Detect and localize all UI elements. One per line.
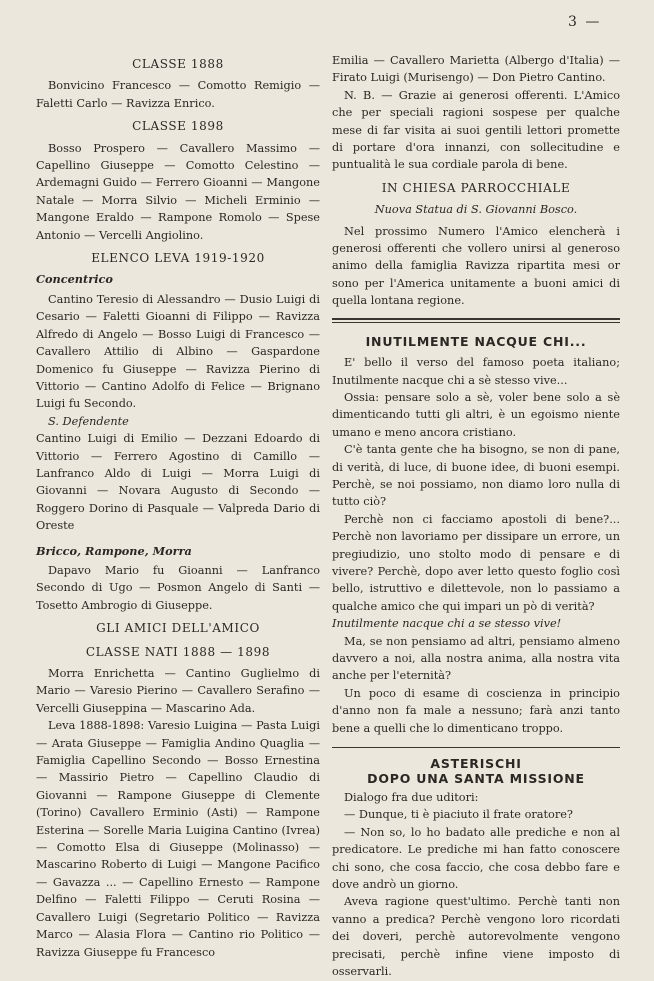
concentrico-label: Concentrico: [36, 272, 113, 287]
asterischi-p1: Dialogo fra due uditori:: [344, 791, 479, 805]
classe-1888-names: Bonvicino Francesco — Comotto Remigio — Faletti Carlo — Ravizza Enrico.: [36, 79, 320, 110]
asterischi-p3: — Non so, lo ho badato alle prediche e non al predicatore. Le prediche mi han fatto conoscere chi sono, che cosa faccio, che cosa debbo fare e dove andrò un giorno.: [332, 825, 620, 892]
concentrico-names: Cantino Teresio di Alessandro — Dusio Luigi di Cesario — Faletti Gioanni di Filippo — Ravizza Alfredo di Angelo — Bosso Luigi di Francesco — Cavallero Attilio di Albino — Gaspardone Domenico fu Giuseppe — Ravizza Pierino di Vittorio — Cantino Adolfo di Felice — Brignano Luigi fu Secondo.: [36, 292, 320, 411]
nb-note: N. B. — Grazie ai generosi offerenti. L'Amico che per speciali ragioni sospese per qualche mese di far visita ai suoi gentili lettori promette di portare d'ora innanzi, con sollecitudine e puntualità le sua cordiale parola di bene.: [332, 88, 620, 172]
inutilmente-p1: E' bello il verso del famoso poeta italiano; Inutilmente nacque chi a sè stesso vive...: [332, 356, 620, 387]
inutilmente-p5: Ma, se non pensiamo ad altri, pensiamo almeno davvero a noi, alla nostra anima, alla nostra vita anche per l'eternità?: [332, 634, 620, 683]
asterischi-heading: ASTERISCHI: [430, 756, 522, 772]
asterischi-p2: — Dunque, ti è piaciuto il frate oratore?: [344, 808, 573, 822]
asterischi-p4: Aveva ragione quest'ultimo. Perchè tanti non vanno a predica? Perchè vengono loro ricordati dei doveri, perchè autorevolmente vengono precisati, perchè infine viene imposto di osservarli.: [332, 895, 620, 979]
classe-nati-heading: CLASSE NATI 1888 — 1898: [85, 644, 271, 659]
chiesa-heading: IN CHIESA PARROCCHIALE: [381, 180, 571, 195]
classe-1898-heading: CLASSE 1898: [132, 119, 224, 134]
left-column: [36, 50, 320, 961]
inutilmente-quote: Inutilmente nacque chi a se stesso vive!: [332, 617, 562, 631]
page-number: 3 —: [568, 14, 602, 30]
inutilmente-p3: C'è tanta gente che ha bisogno, se non di pane, di verità, di luce, di buone idee, di buoni esempi. Perchè, se noi possiamo, non diamo loro nulla di tutto ciò?: [332, 443, 620, 509]
section-divider-thin: [332, 747, 620, 748]
inutilmente-p4: Perchè non ci facciamo apostoli di bene?... Perchè non lavoriamo per dissipare un errore, un pregiudizio, uno stolto modo di pensare e di vivere? Perchè, dopo aver letto questo foglio così bello, istruttivo e dilettevole, non lo passiamo a qualche amico che qui impari un pò di verità?: [332, 512, 620, 613]
bricco-label: Bricco, Rampone, Morra: [36, 543, 192, 558]
defendente-names: Cantino Luigi di Emilio — Dezzani Edoardo di Vittorio — Ferrero Agostino di Camillo — Lanfranco Aldo di Luigi — Morra Luigi di Giovanni — Novara Augusto di Secondo — Roggero Dorino di Pasquale — Valpreda Dario di Oreste: [36, 432, 320, 533]
elenco-leva-heading: ELENCO LEVA 1919-1920: [91, 251, 265, 266]
bricco-names: Dapavo Mario fu Gioanni — Lanfranco Secondo di Ugo — Posmon Angelo di Santi — Tosetto Ambrogio di Giuseppe.: [36, 563, 320, 612]
defendente-label: S. Defendente: [48, 414, 129, 428]
chiesa-subtitle: Nuova Statua di S. Giovanni Bosco.: [374, 203, 578, 217]
classe-1898-names: Bosso Prospero — Cavallero Massimo — Capellino Giuseppe — Comotto Celestino — Ardemagni Guido — Ferrero Gioanni — Mangone Natale — Morra Silvio — Micheli Erminio — Mangone Eraldo — Rampone Romolo — Spese Antonio — Vercelli Angiolino.: [36, 141, 320, 242]
inutilmente-heading: INUTILMENTE NACQUE CHI...: [365, 333, 587, 349]
leva-names: Leva 1888-1898: Varesio Luigina — Pasta Luigi — Arata Giuseppe — Famiglia Andino Quaglia — Famiglia Capellino Secondo — Bosso Ernestina — Massirio Pietro — Capellino Claudio di Giovanni — Rampone Giuseppe di Clemente (Torino) Cavallero Erminio (Asti) — Rampone Esterina — Sorelle Maria Luigina Cantino (Ivrea) — Comotto Elsa di Giuseppe (Molinasso) — Mascarino Roberto di Luigi — Mangone Pacifico — Gavazza ... — Capellino Ernesto — Rampone Delfino — Faletti Filippo — Ceruti Rosina — Cavallero Luigi (Segretario Politico — Ravizza Marco — Alasia Flora — Cantino rio Politico — Ravizza Giuseppe fu Francesco: [36, 719, 320, 959]
continuation-names: Emilia — Cavallero Marietta (Albergo d'Italia) — Firato Luigi (Murisengo) — Don Pietro Cantino.: [332, 54, 620, 85]
amici-heading: GLI AMICI DELL'AMICO: [96, 621, 260, 636]
right-column: [332, 52, 620, 981]
section-divider: [332, 318, 620, 323]
chiesa-text: Nel prossimo Numero l'Amico elencherà i generosi offerenti che vollero unirsi al generoso animo della famiglia Ravizza ripartita mesi or sono per l'America unitamente a buoni amici di quella lontana regione.: [332, 224, 620, 308]
inutilmente-p2: Ossia: pensare solo a sè, voler bene solo a sè dimenticando tutti gli altri, è un egoismo niente umano e meno ancora cristiano.: [332, 390, 620, 439]
inutilmente-p6: Un poco di esame di coscienza in principio d'anno non fa male a nessuno; farà anzi tanto bene a quelli che lo dimenticano troppo.: [332, 686, 620, 735]
classe-1888-heading: CLASSE 1888: [132, 57, 224, 71]
classe-nati-names: Morra Enrichetta — Cantino Guglielmo di Mario — Varesio Pierino — Cavallero Serafino — Vercelli Giuseppina — Mascarino Ada.: [36, 667, 320, 715]
asterischi-subheading: DOPO UNA SANTA MISSIONE: [367, 771, 585, 787]
